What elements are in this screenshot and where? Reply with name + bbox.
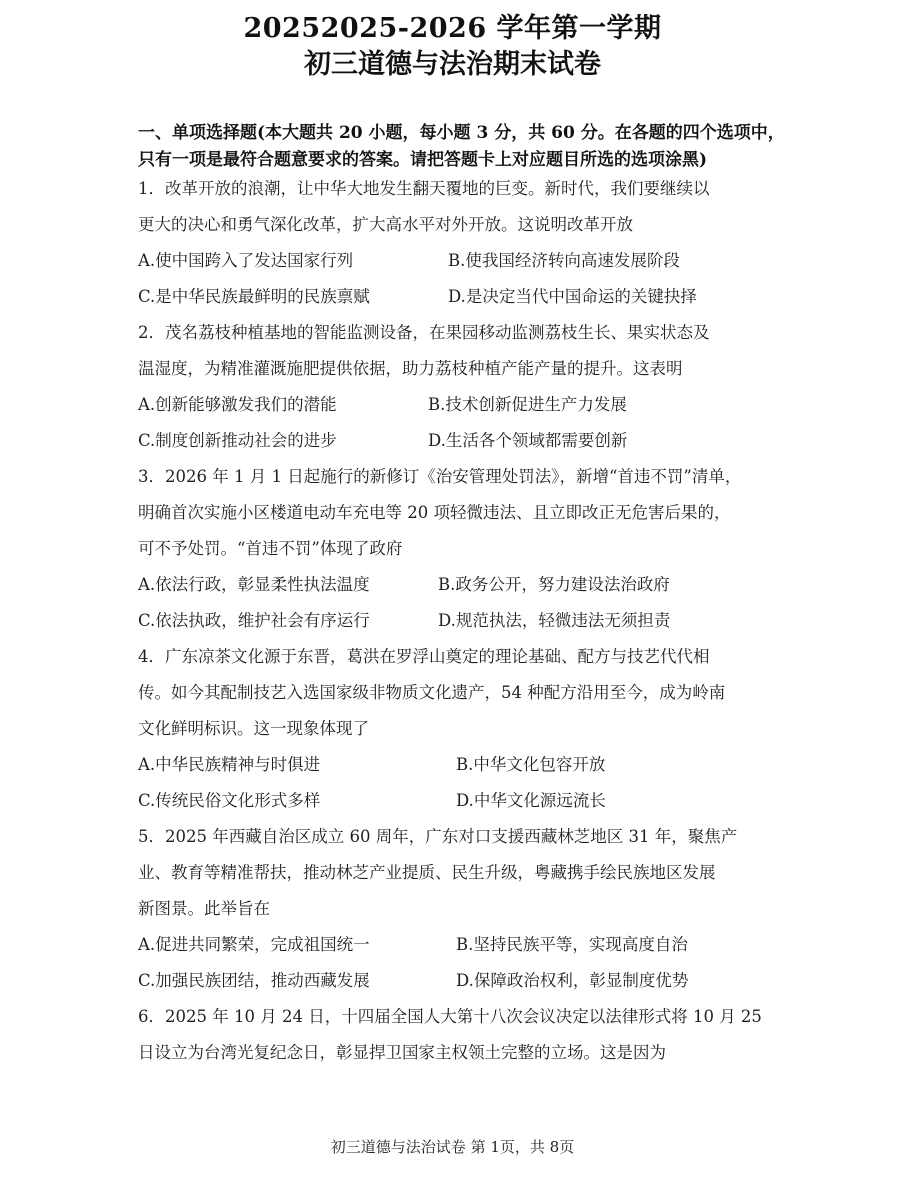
question-1-option-b: B.使我国经济转向高速发展阶段 bbox=[448, 251, 680, 270]
question-1-line: 1．改革开放的浪潮，让中华大地发生翻天覆地的巨变。新时代，我们要继续以 bbox=[138, 179, 710, 198]
question-3-option-c: C.依法执政，维护社会有序运行 bbox=[138, 611, 370, 630]
question-3-line: 可不予处罚。“首违不罚”体现了政府 bbox=[138, 539, 403, 558]
question-1-option-c: C.是中华民族最鲜明的民族禀赋 bbox=[138, 287, 370, 306]
question-4-line: 文化鲜明标识。这一现象体现了 bbox=[138, 719, 369, 738]
question-5-option-b: B.坚持民族平等，实现高度自治 bbox=[456, 935, 688, 954]
question-4-option-b: B.中华文化包容开放 bbox=[456, 755, 606, 774]
question-2-line: 2．茂名荔枝种植基地的智能监测设备，在果园移动监测荔枝生长、果实状态及 bbox=[138, 323, 710, 342]
question-3-option-b: B.政务公开，努力建设法治政府 bbox=[438, 575, 670, 594]
question-3-line: 3．2026 年 1 月 1 日起施行的新修订《治安管理处罚法》，新增“首违不罚”清单， bbox=[138, 467, 742, 486]
question-2-option-a: A.创新能够激发我们的潜能 bbox=[138, 395, 337, 414]
question-2-option-d: D.生活各个领域都需要创新 bbox=[428, 431, 628, 450]
section-heading-line: 只有一项是最符合题意要求的答案。请把答题卡上对应题目所选的选项涂黑) bbox=[138, 150, 708, 170]
question-4-option-d: D.中华文化源远流长 bbox=[456, 791, 606, 810]
question-4-option-c: C.传统民俗文化形式多样 bbox=[138, 791, 321, 810]
question-5-option-c: C.加强民族团结，推动西藏发展 bbox=[138, 971, 370, 990]
exam-title-subject: 初三道德与法治期末试卷 bbox=[304, 49, 601, 80]
question-6-line: 6．2025 年 10 月 24 日，十四届全国人大第十八次会议决定以法律形式将 10 月 25 bbox=[138, 1007, 762, 1026]
question-3-option-d: D.规范执法，轻微违法无须担责 bbox=[438, 611, 671, 630]
question-2-option-b: B.技术创新促进生产力发展 bbox=[428, 395, 627, 414]
question-4-line: 传。如今其配制技艺入选国家级非物质文化遗产，54 种配方沿用至今，成为岭南 bbox=[138, 683, 726, 702]
page-footer: 初三道德与法治试卷 第 1页，共 8页 bbox=[330, 1138, 575, 1156]
question-6-line: 日设立为台湾光复纪念日，彰显捍卫国家主权领土完整的立场。这是因为 bbox=[138, 1043, 666, 1062]
question-3-line: 明确首次实施小区楼道电动车充电等 20 项轻微违法、且立即改正无危害后果的， bbox=[138, 503, 731, 522]
section-heading bbox=[138, 120, 788, 174]
question-5-option-a: A.促进共同繁荣，完成祖国统一 bbox=[138, 935, 370, 954]
exam-title-term: 20252025-2026 学年第一学期 bbox=[243, 13, 662, 44]
question-5-line: 业、教育等精准帮扶，推动林芝产业提质、民生升级，粤藏携手绘民族地区发展 bbox=[138, 863, 716, 882]
question-5-line: 5．2025 年西藏自治区成立 60 周年，广东对口支援西藏林芝地区 31 年，聚焦产 bbox=[138, 827, 738, 846]
question-4-option-a: A.中华民族精神与时俱进 bbox=[138, 755, 321, 774]
question-2-line: 温湿度，为精准灌溉施肥提供依据，助力荔枝种植产能产量的提升。这表明 bbox=[138, 359, 683, 378]
section-heading-line: 一、单项选择题(本大题共 20 小题，每小题 3 分，共 60 分。在各题的四个选项中， bbox=[138, 123, 785, 143]
question-3-option-a: A.依法行政，彰显柔性执法温度 bbox=[138, 575, 370, 594]
question-5-option-d: D.保障政治权利，彰显制度优势 bbox=[456, 971, 689, 990]
question-1-option-a: A.使中国跨入了发达国家行列 bbox=[138, 251, 354, 270]
question-2-option-c: C.制度创新推动社会的进步 bbox=[138, 431, 337, 450]
question-4-line: 4．广东凉茶文化源于东晋，葛洪在罗浮山奠定的理论基础、配方与技艺代代相 bbox=[138, 647, 710, 666]
question-1-line: 更大的决心和勇气深化改革，扩大高水平对外开放。这说明改革开放 bbox=[138, 215, 633, 234]
question-1-option-d: D.是决定当代中国命运的关键抉择 bbox=[448, 287, 697, 306]
question-5-line: 新图景。此举旨在 bbox=[138, 899, 270, 918]
